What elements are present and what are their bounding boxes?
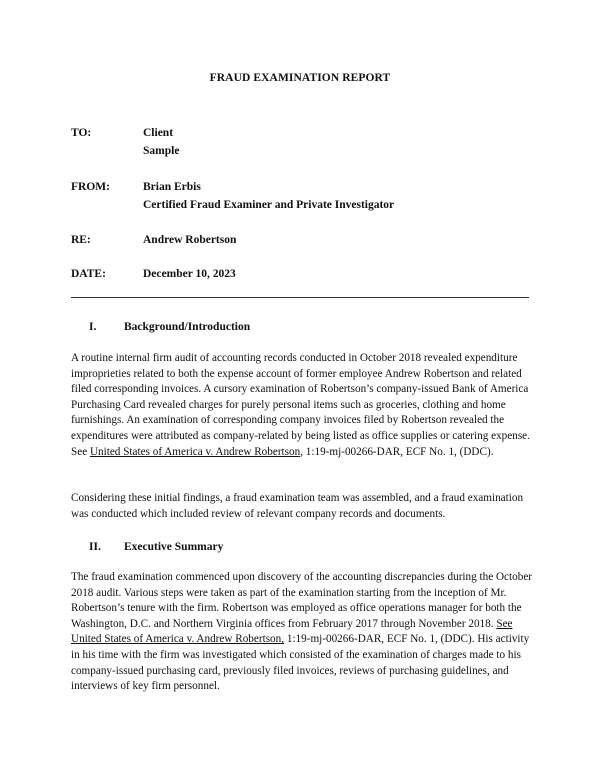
from-label: FROM:	[71, 181, 110, 193]
section-2-paragraph-1	[71, 570, 533, 695]
see-signal: See	[496, 617, 513, 630]
section-2-title: Executive Summary	[124, 541, 224, 553]
section-2-p1-text: The fraud examination commenced upon discovery of the accounting discrepancies during the October 2018 audit. Various steps were taken as part of the examination starting from the inception of Mr. Robertson’s tenure with the firm. Robertson was employed as office operations manager for both the Washington, D.C. and Northern Virginia offices from February 2017 through November 2018.	[71, 571, 533, 630]
header-divider	[71, 297, 529, 298]
case-citation-link: United States of America v. Andrew Robertson,	[89, 445, 303, 458]
section-1-paragraph-2: Considering these initial findings, a fraud examination team was assembled, and a fraud examination was conducted which included review of relevant company records and documents.	[71, 492, 524, 520]
date-label: DATE:	[71, 268, 106, 280]
report-title: FRAUD EXAMINATION REPORT	[209, 72, 391, 84]
section-2-p1-tail: 1:19-mj-00266-DAR, ECF No. 1, (DDC). His activity in his time with the firm was investigated which consisted of the examination of charges made to his company-issued purchasing card, previously filed invoices, reviews of purchasing guidelines, and interviews of key firm personnel.	[71, 633, 530, 693]
to-label: TO:	[71, 127, 92, 139]
to-line-1: Client	[143, 127, 174, 139]
from-value	[143, 178, 394, 214]
section-1-p1-text: A routine internal firm audit of accounting records conducted in October 2018 revealed expenditure improprieties related to both the expense account of former employee Andrew Robertson and related filed corresponding invoices. A cursory examination of Robertson’s company-issued Bank of America Purchasing Card revealed charges for purely personal items such as groceries, clothing and home furnishings. An examination of corresponding company invoices filed by Robertson revealed the expenditures were attributed as company-related by being listed as office supplies or catering expense. See	[71, 352, 530, 458]
section-1-p1-tail: 1:19-mj-00266-DAR, ECF No. 1, (DDC).	[303, 445, 494, 458]
section-1-title: Background/Introduction	[124, 321, 251, 333]
re-value: Andrew Robertson	[143, 234, 237, 246]
to-line-2: Sample	[143, 145, 180, 157]
to-value	[143, 124, 179, 160]
section-1-paragraph-1	[71, 351, 533, 460]
re-label: RE:	[71, 234, 91, 246]
section-1-number: I.	[89, 321, 97, 333]
section-2-number: II.	[89, 541, 101, 553]
case-citation-link-2: United States of America v. Andrew Robertson,	[71, 633, 285, 646]
date-value: December 10, 2023	[143, 268, 236, 280]
from-line-2: Certified Fraud Examiner and Private Investigator	[143, 199, 395, 211]
from-line-1: Brian Erbis	[143, 181, 201, 193]
